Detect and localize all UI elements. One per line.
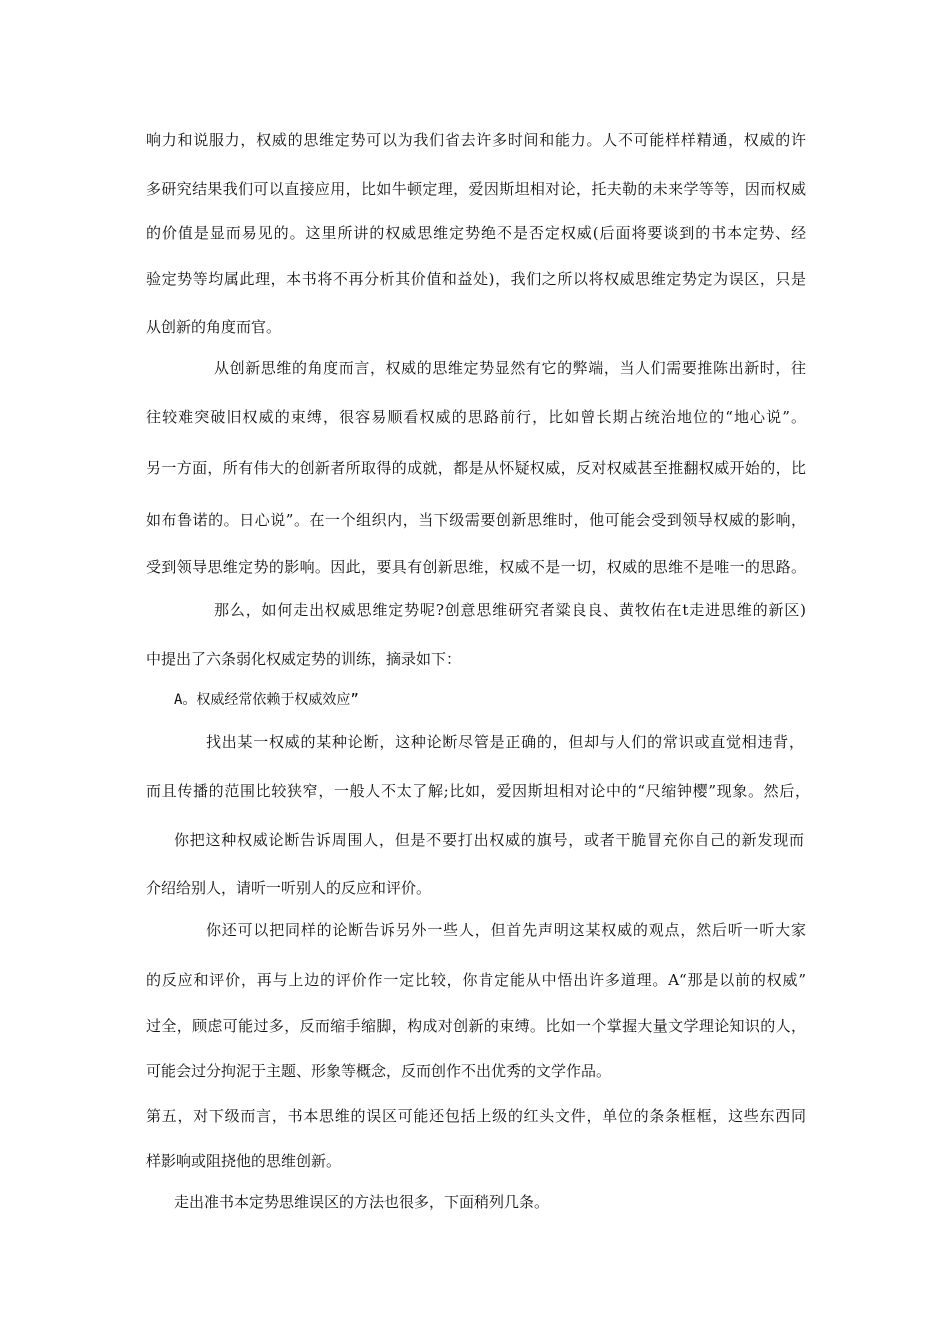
paragraph-first-line: 第五，对下级而言，书本思维的误区可能还包括上级的红头文件，单位的条条框框，这些东西同 [146, 1107, 806, 1125]
text-line: 介绍给别人，请听一听别人的反应和评价。 [146, 879, 432, 897]
text-line: 的价值是显而易见的。这里所讲的权威思维定势绝不是否定权威(后面将要谈到的书本定势、经 [146, 224, 806, 242]
text-line: 中提出了六条弱化权威定势的训练，摘录如下： [146, 650, 462, 668]
text-line: 而且传播的范围比较狭窄，一般人不太了解;比如，爱因斯坦相对论中的“尺缩钟樱”现象。然后， [146, 782, 810, 800]
paragraph-first-line: 从创新思维的角度而言，权威的思维定势显然有它的弊端，当人们需要推陈出新时，往 [214, 359, 806, 377]
text-line: 你把这种权威论断告诉周围人，但是不要打出权威的旗号，或者干脆冒充你自己的新发现而 [174, 831, 804, 849]
text-line: 另一方面，所有伟大的创新者所取得的成就，都是从怀疑权威，反对权威甚至推翻权威开始的，比 [146, 459, 806, 477]
text-line: 多研究结果我们可以直接应用，比如牛顿定理，爱因斯坦相对论，托夫勒的未来学等等，因而权威 [146, 180, 806, 198]
text-line: 从创新的角度而官。 [146, 318, 282, 336]
text-line: 可能会过分拘泥于主题、形象等概念，反而创作不出优秀的文学作品。 [146, 1062, 612, 1080]
paragraph-first-line: 走出准书本定势思维误区的方法也很多，下面稍列几条。 [174, 1193, 550, 1211]
paragraph-first-line: 找出某一权威的某种论断，这种论断尽管是正确的，但却与人们的常识或直觉相违背， [206, 733, 804, 751]
text-line: 受到领导思维定势的影响。因此，要具有创新思维，权威不是一切，权威的思维不是唯一的思路。 [146, 558, 806, 576]
list-item-heading: A。权威经常依赖于权威效应” [174, 692, 359, 708]
paragraph-first-line: 那么，如何走出权威思维定势呢?创意思维研究者粱良良、黄牧佑在t走进思维的新区) [214, 601, 806, 619]
paragraph-first-line: 你还可以把同样的论断告诉另外一些人，但首先声明这某权威的观点，然后听一听大家 [206, 921, 806, 939]
text-line: 往较难突破旧权威的束缚，很容易顺看权威的思路前行，比如曾长期占统治地位的“地心说”。 [146, 408, 806, 426]
text-line: 验定势等均属此理，本书将不再分析其价值和益处)，我们之所以将权威思维定势定为误区，只是 [146, 270, 806, 288]
text-line: 响力和说服力，权威的思维定势可以为我们省去许多时间和能力。人不可能样样精通，权威的许 [146, 131, 806, 149]
text-line: 样影响或阻挠他的思维创新。 [146, 1152, 342, 1170]
text-line: 过全，顾虑可能过多，反而缩手缩脚，构成对创新的束缚。比如一个掌握大量文学理论知识的人， [146, 1017, 806, 1035]
text-line: 如布鲁诺的。日心说”。在一个组织内，当下级需要创新思维时，他可能会受到领导权威的影响， [146, 511, 806, 529]
text-line: 的反应和评价，再与上边的评价作一定比较，你肯定能从中悟出许多道理。A“那是以前的权威” [146, 971, 806, 989]
